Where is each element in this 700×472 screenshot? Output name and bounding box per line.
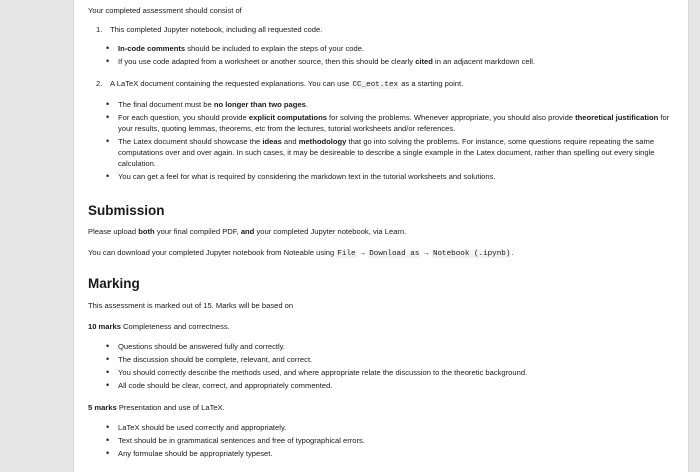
- list-item: • For each question, you should provide explicit computations for solving the problems. Whenever appropriate, you should also provide theoretical justification for your results, quoting lemmas, theorems, etc from the lectures, tutorial worksheets and/or references.: [106, 112, 686, 134]
- list-item: • LaTeX should be used correctly and appropriately.: [106, 422, 686, 433]
- list-item: • Text should be in grammatical sentences and free of typographical errors.: [106, 435, 686, 446]
- code-filename: CC_eot.tex: [352, 81, 399, 89]
- submission-heading: Submission: [88, 203, 165, 218]
- arrow-icon: →: [358, 248, 367, 257]
- list-item-text: This completed Jupyter notebook, including all requested code.: [110, 25, 323, 34]
- list-item: • The discussion should be complete, relevant, and correct.: [106, 354, 686, 365]
- code-notebook-format: Notebook (.ipynb): [432, 250, 511, 258]
- code-file-menu: File: [337, 250, 356, 258]
- list-item-1: [96, 24, 322, 35]
- item1-bullets: [106, 43, 686, 69]
- notebook-page: [73, 0, 689, 472]
- list-item: • Questions should be answered fully and correctly.: [106, 341, 686, 352]
- list-number: 2.: [96, 79, 103, 88]
- list-item: • If you use code adapted from a worksheet or another source, then this should be clearly cited in an adjacent markdown cell.: [106, 56, 686, 67]
- marking-heading: Marking: [88, 276, 140, 291]
- code-download-as: Download as: [369, 250, 420, 258]
- marking-paragraph: This assessment is marked out of 15. Marks will be based on: [88, 301, 294, 310]
- item2-bullets: [106, 99, 686, 184]
- arrow-icon: →: [422, 248, 430, 257]
- intro-text: Your completed assessment should consist of: [88, 6, 242, 15]
- marking-section-2: 5 marks Presentation and use of LaTeX.: [88, 403, 225, 412]
- marking-bullets-2: [106, 422, 686, 461]
- list-item-2: 2. A LaTeX document containing the requested explanations. You can use CC_eot.tex as a starting point.: [96, 79, 464, 89]
- submission-paragraph-2: You can download your completed Jupyter notebook from Noteable using File → Download as → Notebook (.ipynb).: [88, 248, 514, 258]
- list-item: • All code should be clear, correct, and appropriately commented.: [106, 380, 686, 391]
- list-item: • The Latex document should showcase the ideas and methodology that go into solving the problems. For instance, some questions require repeating the same computations over and over again. In such cases, it may be desireable to describe a single example in the Latex document, rather than spelling out every single calculation.: [106, 136, 686, 169]
- list-item: • The final document must be no longer than two pages.: [106, 99, 686, 110]
- marking-bullets-1: [106, 341, 686, 393]
- list-item: • In-code comments should be included to explain the steps of your code.: [106, 43, 686, 54]
- list-item: • You can get a feel for what is required by considering the markdown text in the tutorial worksheets and solutions.: [106, 171, 686, 182]
- marking-section-1: 10 marks Completeness and correctness.: [88, 322, 230, 331]
- list-item: • You should correctly describe the methods used, and where appropriate relate the discussion to the theoretic background.: [106, 367, 686, 378]
- list-item: • Any formulae should be appropriately typeset.: [106, 448, 686, 459]
- list-number: 1.: [96, 25, 103, 34]
- submission-paragraph-1: Please upload both your final compiled PDF, and your completed Jupyter notebook, via Learn.: [88, 227, 407, 236]
